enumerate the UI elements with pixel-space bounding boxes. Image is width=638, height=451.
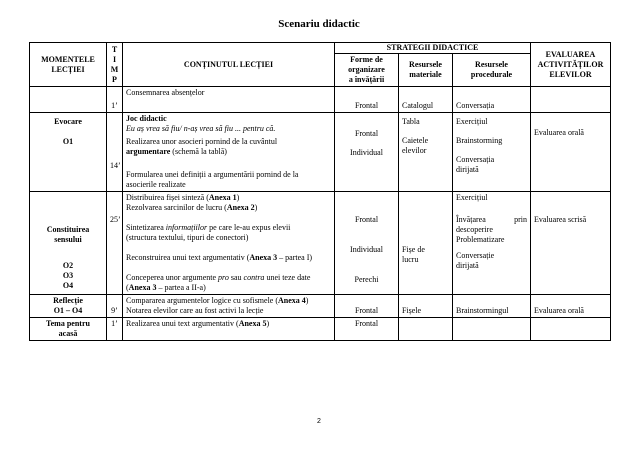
tema-forma: Frontal	[335, 318, 399, 341]
joc-didactic-title: Joc didactic	[126, 114, 167, 123]
conceperea-line1: Conceperea unor argumente pro sau contra unei teze date	[126, 273, 311, 282]
constituirea-materiale: Fișe de lucru	[399, 192, 453, 295]
absente-evaluare	[531, 87, 611, 113]
lesson-plan-table	[29, 42, 611, 341]
sintetizarea-line1: Sintetizarea informațiilor pe care le-au expus elevii	[126, 223, 291, 232]
row-evocare	[30, 113, 611, 192]
tema-time: 1’	[107, 318, 123, 341]
conceperea-line2: (Anexa 3 – partea a II-a)	[126, 283, 206, 292]
reflectie-evaluare: Evaluarea orală	[531, 295, 611, 318]
constituirea-momente: Constituirea sensului O2 O3 O4	[30, 192, 107, 295]
reflectie-content: Compararea argumentelor logice cu sofismele (Anexa 4) Notarea elevilor care au fost activi la lecție	[123, 295, 335, 318]
constituirea-procedurale: Exercițiul Învățarea prin descoperire Problematizare Conversație dirijată	[453, 192, 531, 295]
row-tema	[30, 318, 611, 341]
absente-procedurale: Conversația	[453, 87, 531, 113]
tema-materiale	[399, 318, 453, 341]
row-constituirea	[30, 192, 611, 295]
header-momente: MOMENTELE LECȚIEI	[30, 43, 107, 87]
tema-procedurale	[453, 318, 531, 341]
reflectie-momente: Reflecție O1 – O4	[30, 295, 107, 318]
header-resurse-procedurale: Resursele procedurale	[453, 54, 531, 87]
absente-forma: Frontal	[335, 87, 399, 113]
absente-materiale: Catalogul	[399, 87, 453, 113]
absente-time: 1’	[107, 87, 123, 113]
evocare-materiale: Tabla Caietele elevilor	[399, 113, 453, 192]
header-timp: T I M P	[107, 43, 123, 87]
evocare-time: 14’	[107, 113, 123, 192]
fisa-sinteza: Distribuirea fișei sinteză (Anexa 1)	[126, 193, 240, 202]
header-resurse-materiale: Resursele materiale	[399, 54, 453, 87]
constituirea-forma: Frontal Individual Perechi	[335, 192, 399, 295]
evocare-content	[123, 113, 335, 192]
header-row-1	[30, 43, 611, 54]
evocare-procedurale: Exercițiul Brainstorming Conversația dirijată	[453, 113, 531, 192]
evocare-momente: Evocare O1	[30, 113, 107, 192]
reconstruirea: Reconstruirea unui text argumentativ (Anexa 3 – partea I)	[126, 253, 313, 262]
tema-content: Realizarea unui text argumentativ (Anexa 5)	[123, 318, 335, 341]
constituirea-evaluare: Evaluarea scrisă	[531, 192, 611, 295]
header-strategii: STRATEGII DIDACTICE	[335, 43, 531, 54]
sintetizarea-line2: (structura textului, tipuri de conectori)	[126, 233, 249, 242]
reflectie-forma: Frontal	[335, 295, 399, 318]
joc-didactic-text: Eu aș vrea să fiu/ n-aș vrea să fiu ... pentru că.	[126, 124, 276, 133]
page-title: Scenariu didactic	[278, 18, 360, 30]
tema-evaluare	[531, 318, 611, 341]
evocare-forma: Frontal Individual	[335, 113, 399, 192]
constituirea-time: 25’	[107, 192, 123, 295]
asocieri-line2: argumentare (schemă la tablă)	[126, 147, 227, 156]
definitie-line2: asocierile realizate	[126, 180, 186, 189]
row-absente	[30, 87, 611, 113]
absente-content: Consemnarea absențelor	[123, 87, 335, 113]
header-evaluarea: EVALUAREA ACTIVITĂȚILOR ELEVILOR	[531, 43, 611, 87]
sarcini-lucru: Rezolvarea sarcinilor de lucru (Anexa 2)	[126, 203, 258, 212]
reflectie-time: 9’	[107, 295, 123, 318]
absente-momente	[30, 87, 107, 113]
reflectie-materiale: Fișele	[399, 295, 453, 318]
tema-momente: Tema pentru acasă	[30, 318, 107, 341]
definitie-line1: Formularea unei definiții a argumentării pornind de la	[126, 170, 299, 179]
header-forme: Forme de organizare a învățării	[335, 54, 399, 87]
row-reflectie	[30, 295, 611, 318]
constituirea-content	[123, 192, 335, 295]
evocare-evaluare: Evaluarea orală	[531, 113, 611, 192]
header-continut: CONȚINUTUL LECȚIEI	[123, 43, 335, 87]
asocieri-line1: Realizarea unor asocieri pornind de la cuvântul	[126, 137, 278, 146]
page-number: 2	[317, 418, 321, 425]
reflectie-procedurale: Brainstormingul	[453, 295, 531, 318]
